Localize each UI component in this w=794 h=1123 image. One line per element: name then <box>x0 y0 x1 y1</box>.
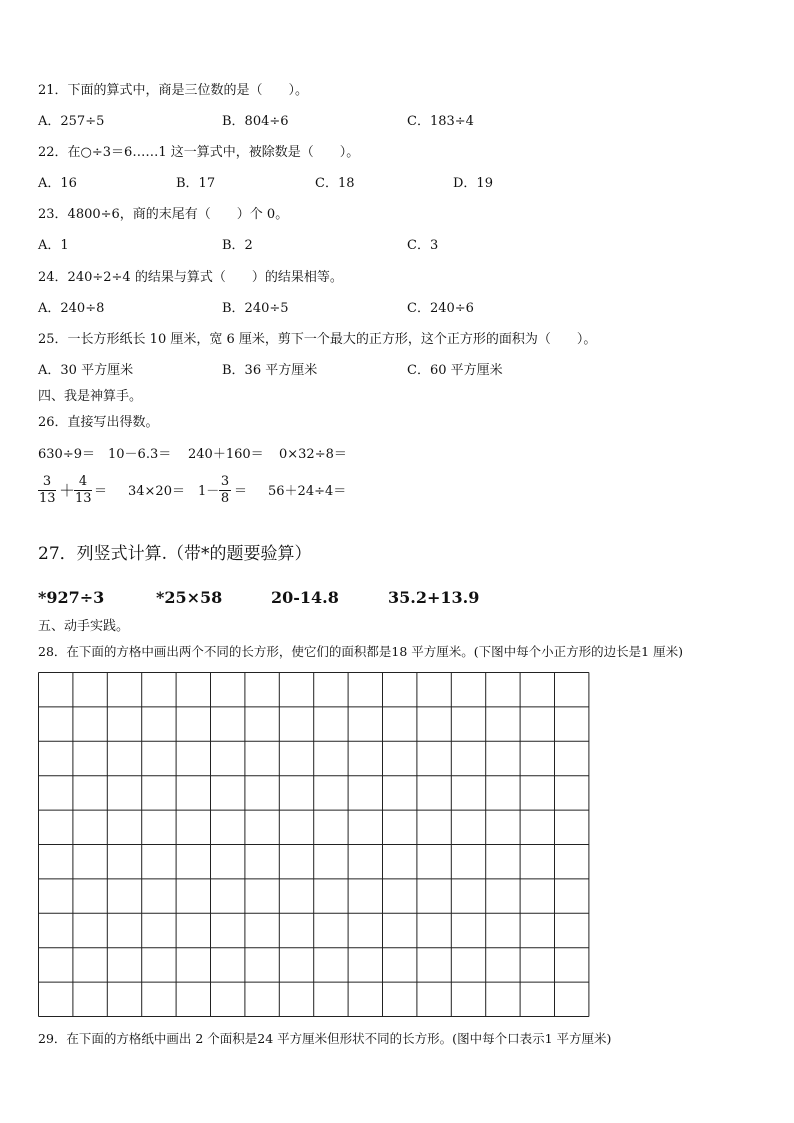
question-21-stem: 21．下面的算式中，商是三位数的是（ ）。 <box>38 83 309 98</box>
fraction-3-13 <box>38 474 56 507</box>
equals-sign: ＝ <box>234 484 248 499</box>
question-26-stem: 26．直接写出得数。 <box>38 415 159 430</box>
fraction-numerator: 3 <box>220 474 230 489</box>
q27-item2: *25×58 <box>156 588 223 607</box>
question-23-option-c: C．3 <box>407 238 439 253</box>
question-24-option-b: B．240÷5 <box>222 301 289 316</box>
q26-row1-item2: 10－6.3＝ <box>108 447 172 462</box>
q26-row2-item2: 34×20＝ <box>128 484 185 499</box>
q26-row2-item4: 56＋24÷4＝ <box>268 484 347 499</box>
question-21-option-a: A．257÷5 <box>38 114 105 129</box>
question-29-stem: 29．在下面的方格纸中画出 2 个面积是24 平方厘米但形状不同的长方形。(图中每个口表示1 平方厘米) <box>38 1031 612 1046</box>
fraction-4-13 <box>74 474 92 507</box>
question-22-option-b: B．17 <box>176 176 216 191</box>
plus-sign: ＋ <box>59 481 76 500</box>
q27-item3: 20-14.8 <box>271 588 339 607</box>
question-21-option-c: C．183÷4 <box>407 114 474 129</box>
question-25-option-b: B．36 平方厘米 <box>222 363 318 378</box>
q26-row1-item3: 240＋160＝ <box>188 447 264 462</box>
question-24-option-a: A．240÷8 <box>38 301 105 316</box>
question-28-stem: 28．在下面的方格中画出两个不同的长方形，使它们的面积都是18 平方厘米。(下图中每个小正方形的边长是1 厘米) <box>38 644 683 659</box>
one-minus: 1－ <box>198 484 220 499</box>
section-4-heading: 四、我是神算手。 <box>38 389 143 404</box>
question-25-option-a: A．30 平方厘米 <box>38 363 134 378</box>
fraction-denominator: 13 <box>75 491 92 506</box>
fraction-3-8 <box>219 474 231 507</box>
fraction-numerator: 3 <box>38 474 56 491</box>
question-22-option-d: D．19 <box>453 176 493 191</box>
question-22-option-a: A．16 <box>38 176 77 191</box>
fraction-denominator: 8 <box>220 491 230 506</box>
question-22-option-c: C．18 <box>315 176 355 191</box>
question-25-stem: 25．一长方形纸长 10 厘米，宽 6 厘米，剪下一个最大的正方形，这个正方形的面积为（ ）。 <box>38 332 597 347</box>
fraction-denominator: 13 <box>39 491 56 506</box>
question-21-option-b: B．804÷6 <box>222 114 289 129</box>
q26-row1-item1: 630÷9＝ <box>38 447 95 462</box>
equals-sign: ＝ <box>94 484 108 499</box>
drawing-grid[interactable] <box>38 672 592 1018</box>
question-23-option-b: B．2 <box>222 238 253 253</box>
fraction-numerator: 4 <box>74 474 92 491</box>
q26-row1-item4: 0×32÷8＝ <box>279 447 347 462</box>
question-23-option-a: A．1 <box>38 238 69 253</box>
question-24-option-c: C．240÷6 <box>407 301 474 316</box>
question-22-stem: 22．在○÷3＝6……1 这一算式中，被除数是（ ）。 <box>38 145 360 160</box>
question-25-option-c: C．60 平方厘米 <box>407 363 503 378</box>
q27-item1: *927÷3 <box>38 588 105 607</box>
q27-item4: 35.2+13.9 <box>388 588 480 607</box>
question-24-stem: 24．240÷2÷4 的结果与算式（ ）的结果相等。 <box>38 270 343 285</box>
section-5-heading: 五、动手实践。 <box>38 619 130 634</box>
question-23-stem: 23．4800÷6，商的末尾有（ ）个 0。 <box>38 207 289 222</box>
question-27-stem: 27．列竖式计算.（带*的题要验算） <box>38 544 312 564</box>
